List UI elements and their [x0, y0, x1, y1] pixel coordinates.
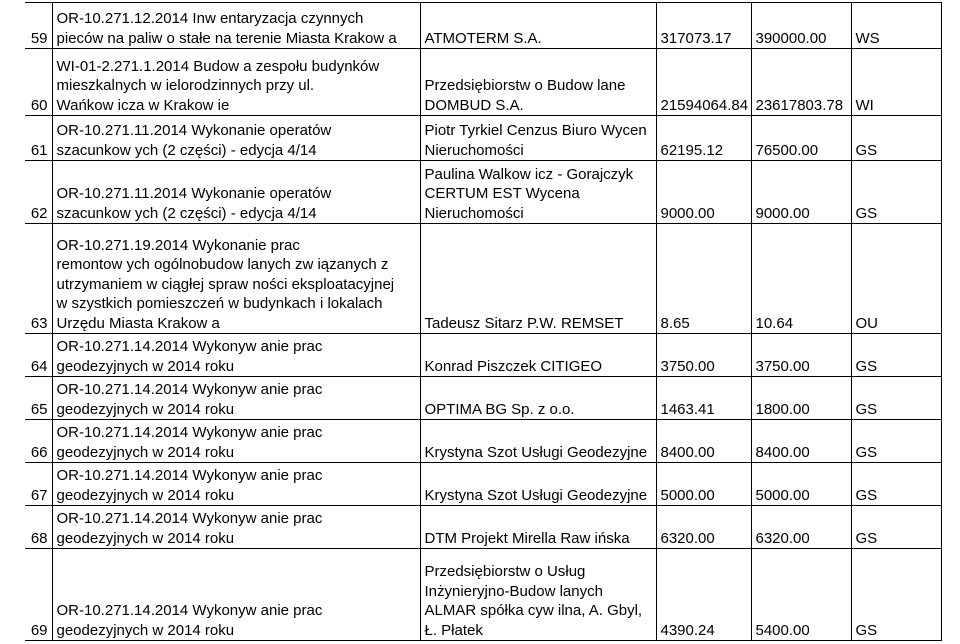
contract-description [52, 116, 420, 161]
contractor-line: Konrad Piszczek CITIGEO [424, 357, 603, 375]
row-number: 60 [25, 49, 52, 116]
table-row [25, 334, 941, 377]
description-line: szacunkow ych (2 części) - edycja 4/14 [56, 204, 317, 222]
contractor-line: Krystyna Szot Usługi Geodezyjne [424, 443, 648, 461]
contracts-table [25, 2, 942, 641]
description-line: OR-10.271.14.2014 Wykonyw anie prac [56, 424, 323, 441]
table-row [25, 377, 941, 420]
contractor-name [420, 161, 656, 224]
description-line: geodezyjnych w 2014 roku [56, 443, 235, 461]
row-number: 64 [25, 334, 52, 377]
description-line: geodezyjnych w 2014 roku [56, 529, 235, 547]
contract-description [52, 161, 420, 224]
net-amount: 3750.00 [656, 334, 751, 377]
contractor-line: ALMAR spółka cyw ilna, A. Gbyl, [424, 602, 643, 619]
row-number: 59 [25, 3, 52, 49]
department-code: GS [851, 506, 941, 549]
net-amount: 6320.00 [656, 506, 751, 549]
department-code: GS [851, 334, 941, 377]
contractor-line: Przedsiębiorstw o Usług [424, 563, 586, 580]
gross-amount: 6320.00 [751, 506, 851, 549]
table-row [25, 49, 941, 116]
contractor-name [420, 49, 656, 116]
gross-amount: 9000.00 [751, 161, 851, 224]
table-row [25, 3, 941, 49]
net-amount: 8.65 [656, 224, 751, 334]
row-number: 66 [25, 420, 52, 463]
contractor-name [420, 506, 656, 549]
table-row [25, 224, 941, 334]
contractor-line: CERTUM EST Wycena [424, 185, 580, 202]
gross-amount: 10.64 [751, 224, 851, 334]
table-row [25, 420, 941, 463]
row-number: 68 [25, 506, 52, 549]
department-code: GS [851, 549, 941, 641]
contract-description [52, 334, 420, 377]
description-line: OR-10.271.14.2014 Wykonyw anie prac [56, 338, 323, 355]
description-line: remontow ych ogólnobudow lanych zw iązanych z [56, 256, 389, 273]
gross-amount: 5400.00 [751, 549, 851, 641]
row-number: 61 [25, 116, 52, 161]
contractor-name [420, 116, 656, 161]
description-line: OR-10.271.14.2014 Wykonyw anie prac [56, 467, 323, 484]
description-line: geodezyjnych w 2014 roku [56, 486, 235, 504]
contract-description [52, 420, 420, 463]
description-line: utrzymaniem w ciągłej spraw ności eksploatacyjnej [56, 275, 395, 293]
net-amount: 21594064.84 [656, 49, 751, 116]
contractor-line: Inżynieryjno-Budow lanych [424, 582, 603, 600]
department-code: GS [851, 377, 941, 420]
contractor-line: Paulina Walkow icz - Gorajczyk [424, 165, 634, 183]
row-number: 67 [25, 463, 52, 506]
description-line: OR-10.271.14.2014 Wykonyw anie prac [56, 510, 323, 527]
department-code: GS [851, 116, 941, 161]
row-number: 69 [25, 549, 52, 641]
gross-amount: 390000.00 [751, 3, 851, 49]
net-amount: 62195.12 [656, 116, 751, 161]
department-code: GS [851, 463, 941, 506]
contractor-name [420, 420, 656, 463]
description-line: geodezyjnych w 2014 roku [56, 400, 235, 418]
description-line: Urzędu Miasta Krakow a [56, 314, 220, 332]
contractor-name [420, 224, 656, 334]
table-row [25, 549, 941, 641]
contractor-line: Krystyna Szot Usługi Geodezyjne [424, 486, 648, 504]
department-code: WI [851, 49, 941, 116]
contractor-name [420, 377, 656, 420]
gross-amount: 76500.00 [751, 116, 851, 161]
contractor-name [420, 463, 656, 506]
table-row [25, 116, 941, 161]
contractor-line: DTM Projekt Mirella Raw ińska [424, 529, 630, 547]
table-row [25, 506, 941, 549]
department-code: GS [851, 161, 941, 224]
gross-amount: 1800.00 [751, 377, 851, 420]
net-amount: 1463.41 [656, 377, 751, 420]
contractor-name [420, 3, 656, 49]
net-amount: 5000.00 [656, 463, 751, 506]
gross-amount: 5000.00 [751, 463, 851, 506]
description-line: w szystkich pomieszczeń w budynkach i lokalach [56, 295, 383, 312]
row-number: 65 [25, 377, 52, 420]
description-line: mieszkalnych w ielorodzinnych przy ul. [56, 77, 315, 94]
contract-description [52, 506, 420, 549]
table-row [25, 463, 941, 506]
description-line: Wańkow icza w Krakow ie [56, 96, 230, 114]
contract-description [52, 3, 420, 49]
description-line: OR-10.271.11.2014 Wykonanie operatów [56, 185, 332, 202]
description-line: szacunkow ych (2 części) - edycja 4/14 [56, 141, 317, 159]
net-amount: 9000.00 [656, 161, 751, 224]
contractor-name [420, 334, 656, 377]
contractor-line: Tadeusz Sitarz P.W. REMSET [424, 314, 624, 332]
description-line: WI-01-2.271.1.2014 Budow a zespołu budynków [56, 57, 380, 75]
contractor-name [420, 549, 656, 641]
description-line: OR-10.271.14.2014 Wykonyw anie prac [56, 381, 323, 398]
net-amount: 317073.17 [656, 3, 751, 49]
gross-amount: 23617803.78 [751, 49, 851, 116]
contractor-line: Nieruchomości [424, 141, 524, 159]
contractor-line: Ł. Płatek [424, 621, 483, 639]
department-code: GS [851, 420, 941, 463]
contractor-line: DOMBUD S.A. [424, 96, 524, 114]
table-body [25, 3, 941, 641]
description-line: geodezyjnych w 2014 roku [56, 357, 235, 375]
description-line: pieców na paliw o stałe na terenie Miasta Krakow a [56, 29, 397, 47]
contract-description [52, 377, 420, 420]
gross-amount: 3750.00 [751, 334, 851, 377]
table-row [25, 161, 941, 224]
contract-description [52, 463, 420, 506]
net-amount: 4390.24 [656, 549, 751, 641]
contract-description [52, 549, 420, 641]
description-line: geodezyjnych w 2014 roku [56, 621, 235, 639]
row-number: 62 [25, 161, 52, 224]
contract-description [52, 224, 420, 334]
row-number: 63 [25, 224, 52, 334]
description-line: OR-10.271.12.2014 Inw entaryzacja czynnych [56, 10, 364, 27]
description-line: OR-10.271.14.2014 Wykonyw anie prac [56, 602, 323, 619]
description-line: OR-10.271.11.2014 Wykonanie operatów [56, 122, 332, 139]
contractor-line: ATMOTERM S.A. [424, 29, 542, 47]
net-amount: 8400.00 [656, 420, 751, 463]
department-code: WS [851, 3, 941, 49]
department-code: OU [851, 224, 941, 334]
contractor-line: Przedsiębiorstw o Budow lane [424, 77, 626, 94]
description-line: OR-10.271.19.2014 Wykonanie prac [56, 236, 300, 254]
gross-amount: 8400.00 [751, 420, 851, 463]
contract-description [52, 49, 420, 116]
contractor-line: OPTIMA BG Sp. z o.o. [424, 400, 575, 418]
contractor-line: Piotr Tyrkiel Cenzus Biuro Wycen [424, 122, 647, 139]
contractor-line: Nieruchomości [424, 204, 524, 222]
